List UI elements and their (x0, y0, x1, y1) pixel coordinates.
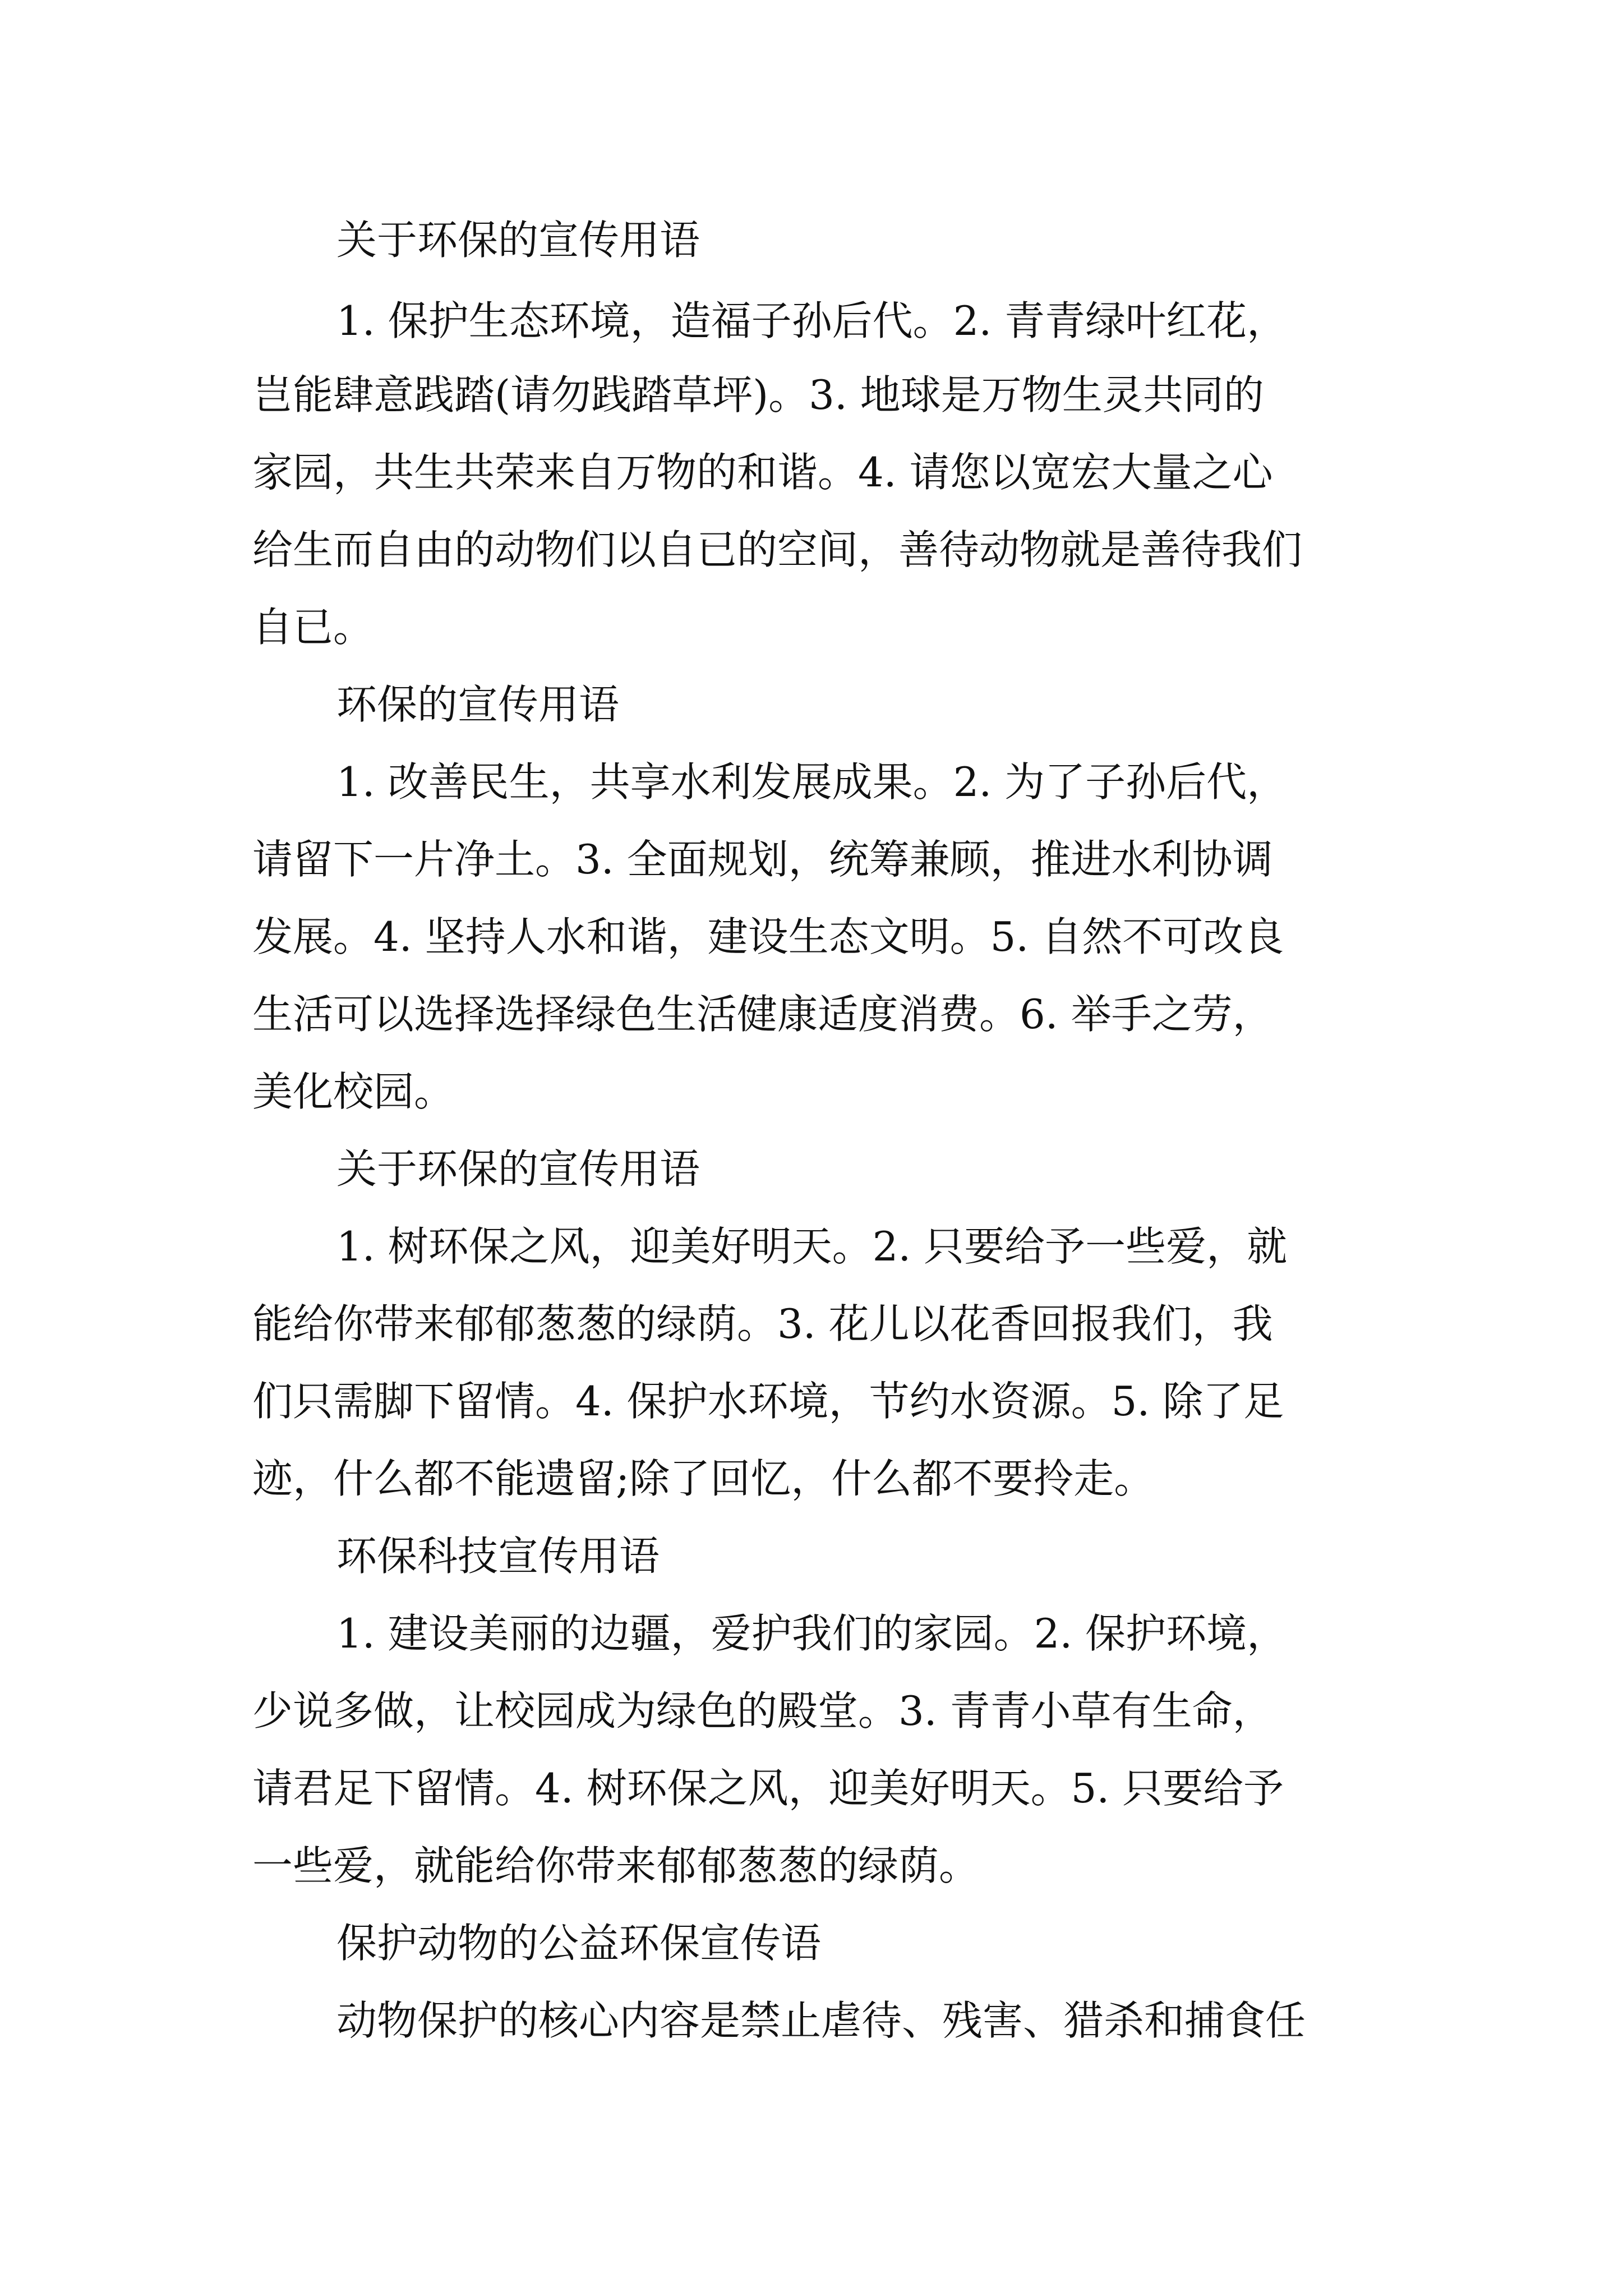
paragraph-line: 美化校园。 (252, 1068, 455, 1115)
paragraph-line: 请君足下留情。4. 树环保之风，迎美好明天。5. 只要给予 (252, 1765, 1284, 1812)
paragraph-line: 1. 改善民生，共享水利发展成果。2. 为了子孙后代， (336, 758, 1288, 806)
paragraph-line: 能给你带来郁郁葱葱的绿荫。3. 花儿以花香回报我们，我 (252, 1300, 1273, 1347)
paragraph-line: 岂能肆意践踏(请勿践踏草坪)。3. 地球是万物生灵共同的 (252, 371, 1264, 418)
section-heading: 环保科技宣传用语 (336, 1533, 660, 1580)
paragraph-line: 们只需脚下留情。4. 保护水环境，节约水资源。5. 除了足 (252, 1378, 1284, 1425)
section-heading: 保护动物的公益环保宣传语 (336, 1920, 822, 1967)
paragraph-line: 请留下一片净土。3. 全面规划，统筹兼顾，推进水利协调 (252, 836, 1273, 883)
paragraph-line: 迹，什么都不能遗留;除了回忆，什么都不要拎走。 (252, 1455, 1155, 1502)
paragraph-line: 1. 建设美丽的边疆，爱护我们的家园。2. 保护环境， (336, 1610, 1288, 1657)
paragraph-line: 1. 保护生态环境，造福子孙后代。2. 青青绿叶红花， (336, 297, 1288, 344)
section-heading: 关于环保的宣传用语 (336, 217, 700, 264)
paragraph-line: 家园，共生共荣来自万物的和谐。4. 请您以宽宏大量之心 (252, 449, 1273, 496)
paragraph-line: 动物保护的核心内容是禁止虐待、残害、猎杀和捕食任 (336, 1997, 1306, 2044)
paragraph-line: 少说多做，让校园成为绿色的殿堂。3. 青青小草有生命， (252, 1687, 1273, 1734)
paragraph-line: 发展。4. 坚持人水和谐，建设生态文明。5. 自然不可改良 (252, 913, 1284, 960)
paragraph-line: 生活可以选择选择绿色生活健康适度消费。6. 举手之劳， (252, 991, 1273, 1038)
paragraph-line: 一些爱，就能给你带来郁郁葱葱的绿荫。 (252, 1842, 980, 1889)
paragraph-line: 给生而自由的动物们以自已的空间，善待动物就是善待我们 (252, 526, 1303, 573)
paragraph-line: 1. 树环保之风，迎美好明天。2. 只要给予一些爱，就 (336, 1223, 1288, 1270)
section-heading: 关于环保的宣传用语 (336, 1145, 700, 1193)
section-heading: 环保的宣传用语 (336, 681, 620, 728)
paragraph-line: 自已。 (252, 604, 374, 651)
